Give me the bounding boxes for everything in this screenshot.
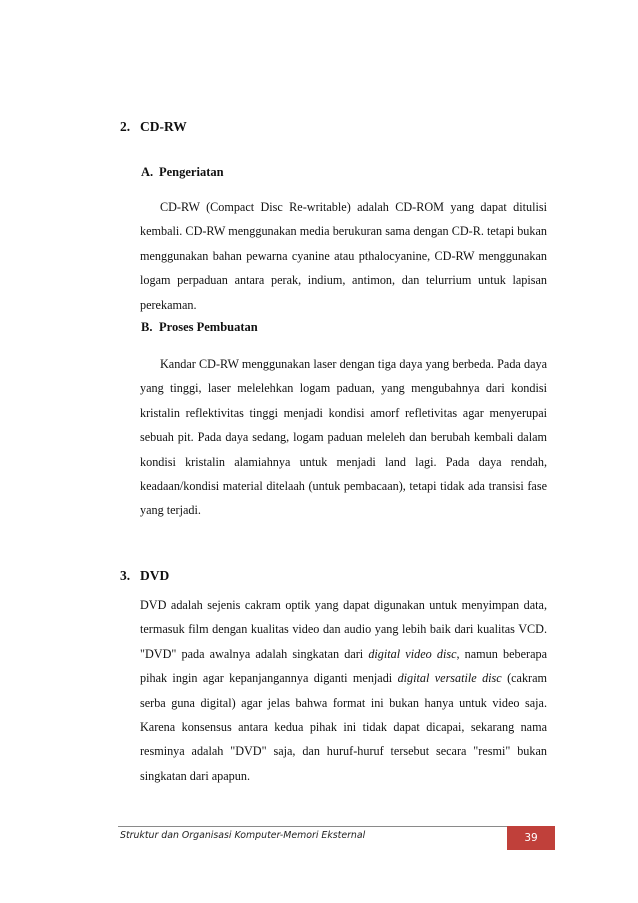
dvd-text-part2: , namun beberapa pihak ingin agar kepanjangannya diganti menjadi xyxy=(140,646,547,686)
section-title: DVD xyxy=(140,568,170,583)
paragraph-dvd xyxy=(140,593,547,788)
subsection-b-heading xyxy=(141,320,258,335)
page-number-badge: 39 xyxy=(507,826,555,850)
section-2-heading xyxy=(120,119,187,135)
section-title: CD-RW xyxy=(140,119,187,134)
paragraph-proses-pembuatan: Kandar CD-RW menggunakan laser dengan tiga daya yang berbeda. Pada daya yang tinggi, laser melelehkan logam paduan, yang mengubahnya dari kondisi kristalin reflektivitas tinggi menjadi kondisi amorf refletivitas agar menyerupai sebuah pit. Pada daya sedang, logam paduan meleleh dan berubah kembali dalam kondisi kristalin alamiahnya untuk menjadi land lagi. Pada daya rendah, keadaan/kondisi material ditelaah (untuk pembacaan), tetapi tidak ada transisi fase yang terjadi. xyxy=(140,357,547,518)
section-3-heading xyxy=(120,568,169,584)
dvd-italic-term-2: digital versatile disc xyxy=(397,671,502,686)
subsection-letter: A. xyxy=(141,165,154,179)
dvd-text-part1: DVD adalah sejenis cakram optik yang dapat digunakan untuk menyimpan data, termasuk film dengan kualitas video dan audio yang lebih baik dari kualitas VCD. "DVD" pada awalnya adalah singkatan dari xyxy=(140,598,547,661)
subsection-letter: B. xyxy=(141,320,153,334)
footer-divider xyxy=(118,826,555,827)
subsection-a-heading xyxy=(141,165,224,180)
section-number: 3. xyxy=(120,568,131,583)
section-number: 2. xyxy=(120,119,131,134)
paragraph-pengeriatan: CD-RW (Compact Disc Re-writable) adalah CD-ROM yang dapat ditulisi kembali. CD-RW menggunakan media berukuran sama dengan CD-R. tetapi bukan menggunakan bahan pewarna cyanine atau pthalocyanine, CD-RW menggunakan logam perpaduan antara perak, indium, antimon, dan telurrium untuk lapisan perekaman. xyxy=(140,200,547,312)
dvd-italic-term-1: digital video disc xyxy=(368,646,457,661)
subsection-title: Proses Pembuatan xyxy=(159,320,258,334)
footer-title: Struktur dan Organisasi Komputer-Memori Eksternal xyxy=(120,830,366,841)
dvd-text-part3: (cakram serba guna digital) agar jelas bahwa format ini bukan hanya untuk video saja. Karena konsensus antara kedua pihak ini tidak dapat dicapai, sekarang nama resminya adalah "DVD" saja, dan huruf-huruf tersebut secara "resmi" bukan singkatan dari apapun. xyxy=(140,671,547,783)
subsection-title: Pengeriatan xyxy=(159,165,224,179)
